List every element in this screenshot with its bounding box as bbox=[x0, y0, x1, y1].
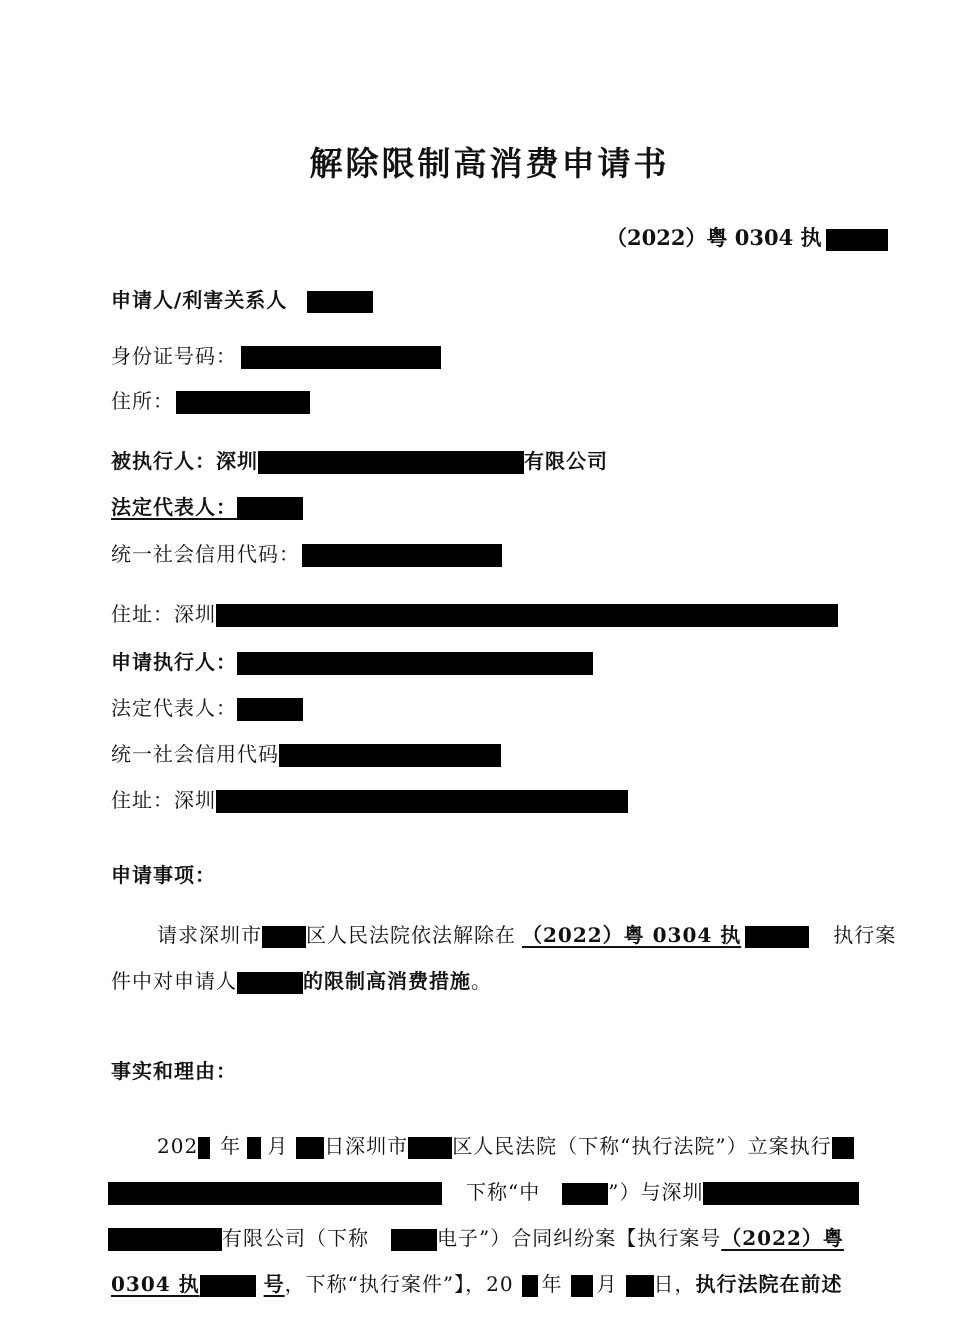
enforcement-address-label: 住址：深圳 bbox=[111, 788, 216, 812]
facts-text: ”）与深圳 bbox=[608, 1180, 704, 1204]
applicant-residence-label: 住所： bbox=[111, 389, 174, 413]
facts-case-suffix: 号 bbox=[263, 1272, 285, 1296]
request-text: 区人民法院依法解除在 bbox=[306, 923, 516, 947]
applicant-line bbox=[111, 284, 373, 313]
redaction-bar bbox=[247, 1137, 261, 1159]
redaction-bar bbox=[237, 497, 303, 520]
case-number-line bbox=[606, 222, 888, 252]
case-number: （2022）粤 0304 执 bbox=[606, 225, 822, 250]
request-measure: 的限制高消费措施 bbox=[303, 969, 471, 993]
redaction-bar bbox=[302, 544, 502, 567]
enforcement-applicant-line bbox=[111, 646, 593, 675]
redaction-bar bbox=[279, 744, 501, 767]
facts-text: 月 bbox=[596, 1272, 618, 1296]
redaction-bar bbox=[216, 604, 838, 627]
request-text: 执行案 bbox=[833, 923, 897, 947]
request-line-2 bbox=[111, 965, 492, 994]
redaction-bar bbox=[198, 1137, 210, 1159]
facts-text: 202 bbox=[157, 1134, 199, 1158]
redaction-bar bbox=[826, 229, 888, 251]
respondent-legal-rep-line bbox=[111, 491, 303, 520]
facts-text: 年 bbox=[220, 1134, 242, 1158]
redaction-bar bbox=[626, 1275, 654, 1297]
request-heading: 申请事项： bbox=[111, 863, 216, 887]
redaction-bar bbox=[237, 972, 303, 994]
facts-text: 下称“中 bbox=[466, 1180, 541, 1204]
facts-line-2 bbox=[108, 1176, 859, 1205]
applicant-id-label: 身份证号码： bbox=[111, 344, 237, 368]
facts-heading: 事实和理由： bbox=[111, 1059, 237, 1083]
applicant-residence-line bbox=[111, 385, 310, 414]
facts-case-number: （2022）粤 bbox=[721, 1226, 844, 1250]
redaction-bar bbox=[522, 1275, 538, 1297]
redaction-bar bbox=[562, 1183, 608, 1205]
facts-text: 电子”）合同纠纷案【执行案号 bbox=[437, 1226, 722, 1250]
facts-text: 月 bbox=[267, 1134, 289, 1158]
redaction-bar bbox=[258, 451, 524, 474]
redaction-bar bbox=[108, 1182, 442, 1205]
respondent-address-label: 住址：深圳 bbox=[111, 602, 216, 626]
facts-text: 年 bbox=[541, 1272, 563, 1296]
redaction-bar bbox=[571, 1275, 593, 1297]
respondent-credit-code-line bbox=[111, 538, 502, 567]
request-text: 请求深圳市 bbox=[157, 923, 262, 947]
respondent-legal-rep-label: 法定代表人： bbox=[111, 495, 237, 519]
respondent-label: 被执行人：深圳 bbox=[111, 449, 258, 473]
enforcement-legal-rep-label: 法定代表人： bbox=[111, 696, 237, 720]
facts-text-bold: 执行法院在前述 bbox=[695, 1272, 843, 1296]
redaction-bar bbox=[262, 926, 306, 948]
facts-text: 区人民法院（下称“执行法院”）立案执行 bbox=[452, 1134, 832, 1158]
redaction-bar bbox=[745, 926, 809, 948]
request-text: 件中对申请人 bbox=[111, 969, 237, 993]
respondent-address-line bbox=[111, 598, 838, 627]
redaction-bar bbox=[108, 1228, 222, 1251]
redaction-bar bbox=[408, 1137, 452, 1159]
facts-text: 日深圳市 bbox=[324, 1134, 409, 1158]
enforcement-credit-code-label: 统一社会信用代码 bbox=[111, 742, 279, 766]
redaction-bar bbox=[200, 1275, 256, 1297]
facts-line-3 bbox=[108, 1222, 844, 1251]
applicant-id-line bbox=[111, 340, 441, 369]
enforcement-credit-code-line bbox=[111, 738, 501, 767]
redaction-bar bbox=[241, 346, 441, 369]
document-title: 解除限制高消费申请书 bbox=[309, 144, 670, 183]
facts-text: 日， bbox=[653, 1272, 696, 1296]
redaction-bar bbox=[391, 1229, 437, 1251]
redaction-bar bbox=[237, 652, 593, 675]
facts-line-1 bbox=[157, 1130, 854, 1159]
facts-text: 有限公司（下称 bbox=[222, 1226, 369, 1250]
enforcement-legal-rep-line bbox=[111, 692, 303, 721]
facts-line-4 bbox=[111, 1268, 843, 1297]
request-line-1 bbox=[157, 919, 896, 948]
redaction-bar bbox=[307, 291, 373, 313]
redaction-bar bbox=[296, 1137, 324, 1159]
enforcement-applicant-label: 申请执行人： bbox=[111, 650, 237, 674]
respondent-line bbox=[111, 445, 608, 474]
redaction-bar bbox=[832, 1137, 854, 1159]
applicant-label: 申请人/利害关系人 bbox=[111, 288, 288, 312]
respondent-credit-code-label: 统一社会信用代码： bbox=[111, 542, 300, 566]
facts-case-number: 0304 执 bbox=[111, 1272, 200, 1296]
request-text: 。 bbox=[471, 969, 492, 993]
enforcement-address-line bbox=[111, 784, 628, 813]
respondent-suffix: 有限公司 bbox=[524, 449, 608, 473]
redaction-bar bbox=[703, 1182, 859, 1205]
request-case-number: （2022）粤 0304 执 bbox=[522, 923, 742, 947]
redaction-bar bbox=[237, 698, 303, 721]
facts-text: ，下称“执行案件”】，20 bbox=[284, 1272, 514, 1296]
redaction-bar bbox=[176, 391, 310, 414]
redaction-bar bbox=[216, 790, 628, 813]
